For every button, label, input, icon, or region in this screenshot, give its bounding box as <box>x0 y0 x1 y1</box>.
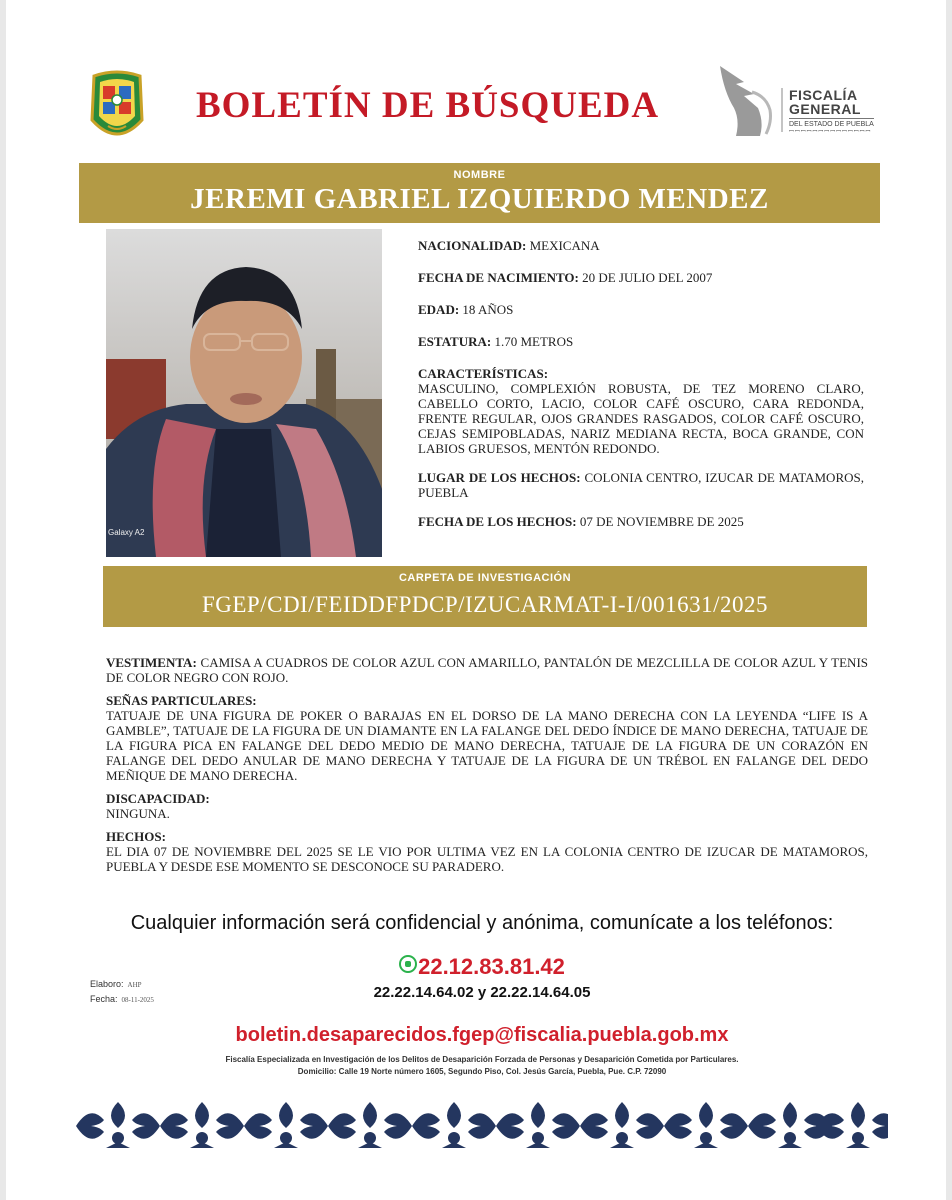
marks-value: TATUAJE DE UNA FIGURA DE POKER O BARAJAS EN EL DORSO DE LA MANO DERECHA CON LA LEYENDA “LIFE IS A GAMBLE”, TATUAJE DE LA FIGURA DE UN DIAMANTE EN LA FALANGE DEL DEDO ÍNDICE DE MANO DERECHA, TATUAJE DE LA FIGURA PICA EN FALANGE DEL DEDO MEDIO DE MANO DERECHA, TATUAJE DE LA FIGURA DE UN CORAZÓN EN FALANGE DEL DEDO ANULAR DE MANO DERECHA Y TATUAJE DE LA FIGURA DE UN TRÉBOL EN FALANGE DEL DEDO MEÑIQUE DE MANO DERECHA. <box>106 708 868 783</box>
marks-label: SEÑAS PARTICULARES: <box>106 693 257 708</box>
photo-illustration <box>106 229 382 557</box>
nationality-value: MEXICANA <box>529 238 600 253</box>
case-file-number: FGEP/CDI/FEIDDFPDCP/IZUCARMAT-I-I/001631/2025 <box>201 592 769 617</box>
location-row <box>418 470 864 500</box>
disability-paragraph <box>106 791 868 821</box>
person-details <box>418 238 864 546</box>
elaboration-date-value: 08-11-2025 <box>121 996 154 1004</box>
case-file-band <box>103 566 867 627</box>
clothing-paragraph <box>106 655 868 685</box>
event-date-value: 07 DE NOVIEMBRE DE 2025 <box>579 514 744 529</box>
characteristics-row <box>418 366 864 456</box>
person-photo <box>106 229 382 557</box>
clothing-value: CAMISA A CUADROS DE COLOR AZUL CON AMARILLO, PANTALÓN DE MEZCLILLA DE COLOR AZUL Y TENIS DE COLOR NEGRO CON ROJO. <box>106 655 868 685</box>
birthdate-row <box>418 270 864 285</box>
name-band <box>79 163 880 223</box>
photo-caption: Galaxy A2 <box>108 528 145 537</box>
main-phone-number[interactable]: 22.12.83.81.42 <box>418 954 565 979</box>
characteristics-value: MASCULINO, COMPLEXIÓN ROBUSTA, DE TEZ MORENO CLARO, CABELLO CORTO, LACIO, COLOR CAFÉ OSCURO, CARA REDONDA, FRENTE REGULAR, OJOS GRANDES RASGADOS, COLOR CAFÉ OSCURO, CEJAS SEMIPOBLADAS, NARIZ MEDIANA RECTA, BOCA GRANDE, CON LABIOS GRUESOS, MENTÓN REDONDO. <box>418 381 864 456</box>
age-row <box>418 302 864 317</box>
agency-pattern: ꟷꟷꟷꟷꟷꟷꟷꟷꟷꟷꟷꟷꟷꟷ <box>789 129 872 135</box>
height-label: ESTATURA: <box>418 334 492 349</box>
height-value: 1.70 METROS <box>494 334 574 349</box>
agency-footer: Fiscalía Especializada en Investigación de los Delitos de Desaparición Forzada de Personas y Desaparición Cometida por Particulares. <box>225 1055 739 1064</box>
agency-line-2: GENERAL <box>789 101 861 117</box>
event-date-label: FECHA DE LOS HECHOS: <box>418 514 577 529</box>
fiscalia-wordmark <box>789 88 874 136</box>
puebla-seal-icon <box>88 68 146 146</box>
height-row <box>418 334 864 349</box>
elaboration-info <box>90 977 154 1007</box>
elaborated-by-label: Elaboro: <box>90 979 124 989</box>
whatsapp-icon <box>399 955 417 973</box>
marks-paragraph <box>106 693 868 783</box>
case-file-label: CARPETA DE INVESTIGACIÓN <box>398 572 572 584</box>
elaboration-date-label: Fecha: <box>90 994 118 1004</box>
location-label: LUGAR DE LOS HECHOS: <box>418 470 581 485</box>
address-footer: Domicilio: Calle 19 Norte número 1605, Segundo Piso, Col. Jesús García, Puebla, Pue. C.P. 72090 <box>297 1067 667 1076</box>
contact-email[interactable]: boletin.desaparecidos.fgep@fiscalia.puebla.gob.mx <box>235 1024 729 1046</box>
facts-paragraph <box>106 829 868 874</box>
facts-label: HECHOS: <box>106 829 166 844</box>
birthdate-label: FECHA DE NACIMIENTO: <box>418 270 579 285</box>
name-label: NOMBRE <box>453 169 506 181</box>
contact-intro: Cualquier información será confidencial y anónima, comunícate a los teléfonos: <box>130 912 834 934</box>
birthdate-value: 20 DE JULIO DEL 2007 <box>582 270 713 285</box>
talavera-ornament <box>76 1098 888 1154</box>
event-date-row <box>418 514 864 529</box>
disability-label: DISCAPACIDAD: <box>106 791 210 806</box>
agency-line-3: DEL ESTADO DE PUEBLA <box>789 118 874 129</box>
page-title: BOLETÍN DE BÚSQUEDA <box>196 85 660 126</box>
nationality-row <box>418 238 864 253</box>
clothing-label: VESTIMENTA: <box>106 655 197 670</box>
facts-value: EL DIA 07 DE NOVIEMBRE DEL 2025 SE LE VIO POR ULTIMA VEZ EN LA COLONIA CENTRO DE IZUCAR DE MATAMOROS, PUEBLA Y DESDE ESE MOMENTO SE DESCONOCE SU PARADERO. <box>106 844 868 874</box>
characteristics-label: CARACTERÍSTICAS: <box>418 366 549 381</box>
age-value: 18 AÑOS <box>462 302 514 317</box>
nationality-label: NACIONALIDAD: <box>418 238 527 253</box>
secondary-phones[interactable]: 22.22.14.64.02 y 22.22.14.64.05 <box>373 984 591 1001</box>
disability-value: NINGUNA. <box>106 806 170 821</box>
description-section <box>106 655 868 882</box>
person-name: JEREMI GABRIEL IZQUIERDO MENDEZ <box>190 183 769 215</box>
agency-line-1: FISCALÍA <box>789 87 858 103</box>
age-label: EDAD: <box>418 302 460 317</box>
elaborated-by-value: AHP <box>127 981 142 989</box>
location-value: COLONIA CENTRO, IZUCAR DE MATAMOROS, PUEBLA <box>418 470 864 500</box>
